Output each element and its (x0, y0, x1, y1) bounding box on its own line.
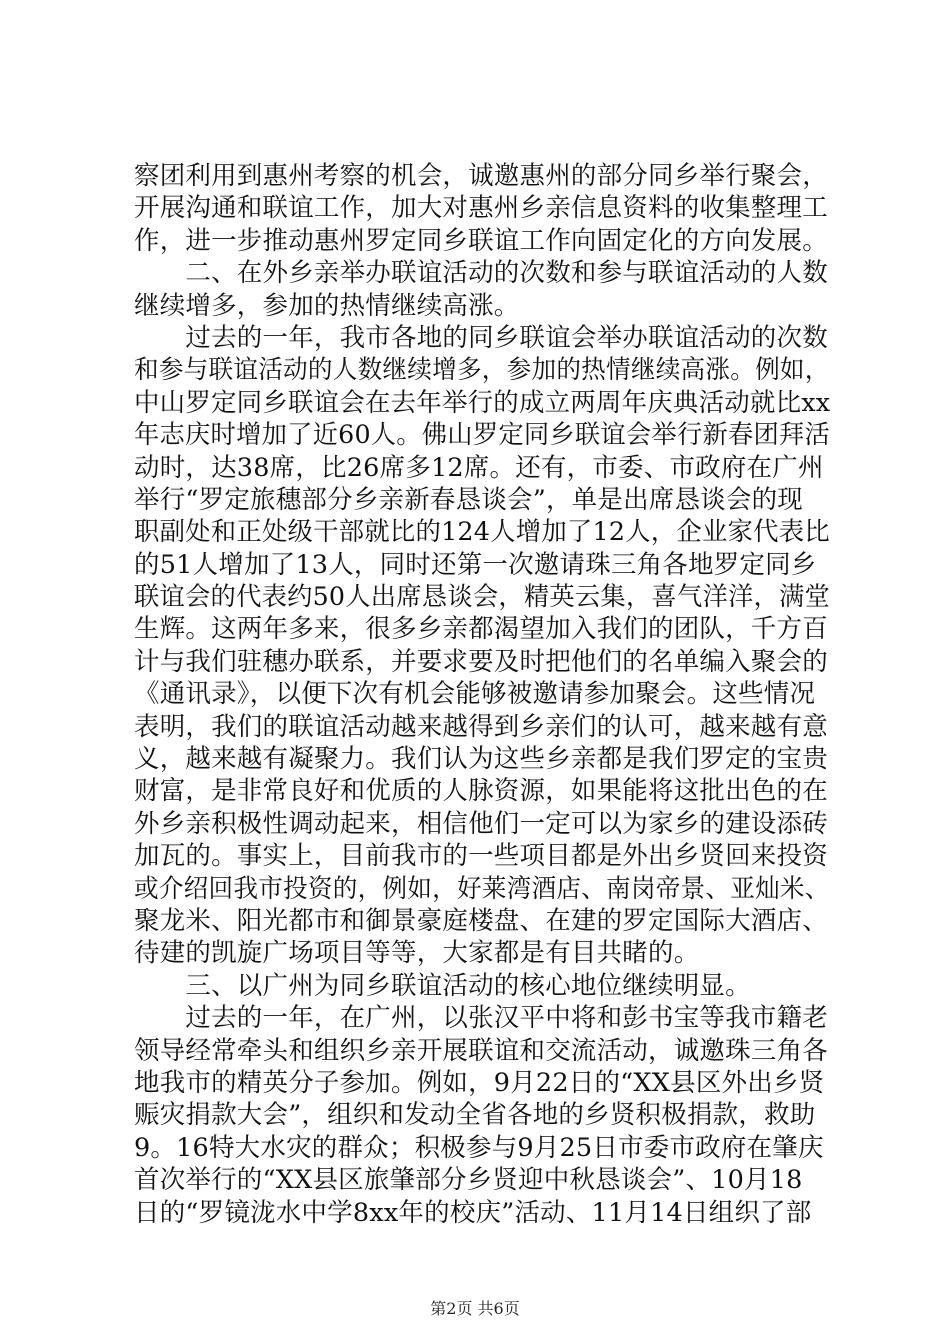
text-line: 《通讯录》，以便下次有机会能够被邀请参加聚会。这些情况 (134, 679, 816, 710)
text-line: 财富，是非常良好和优质的人脉资源，如果能将这批出色的在 (134, 776, 828, 807)
text-line: 三、以广州为同乡联谊活动的核心地位继续明显。 (134, 970, 751, 1001)
text-line: 义，越来越有凝聚力。我们认为这些乡亲都是我们罗定的宝贵 (134, 744, 828, 775)
text-line: 生辉。这两年多来，很多乡亲都渴望加入我们的团队，千方百 (134, 614, 828, 645)
text-line: 年志庆时增加了近60人。佛山罗定同乡联谊会举行新春团拜活 (134, 420, 831, 451)
text-line: 或介绍回我市投资的，例如，好莱湾酒店、南岗帝景、亚灿米、 (134, 873, 830, 904)
text-line: 表明，我们的联谊活动越来越得到乡亲们的认可，越来越有意 (134, 711, 828, 742)
text-line: 首次举行的“XX县区旅肇部分乡贤迎中秋恳谈会”、10月18 (134, 1165, 803, 1196)
text-line: 9。16特大水灾的群众；积极参与9月25日市委市政府在肇庆 (134, 1132, 824, 1163)
text-line: 外乡亲积极性调动起来，相信他们一定可以为家乡的建设添砖 (134, 808, 828, 839)
text-line: 继续增多，参加的热情继续高涨。 (134, 290, 520, 321)
text-line: 举行“罗定旅穗部分乡亲新春恳谈会”，单是出席恳谈会的现 (134, 484, 803, 515)
body-text (134, 160, 830, 1229)
page-footer: 第2页 共6页 (430, 1299, 520, 1318)
text-line: 的51人增加了13人，同时还第一次邀请珠三角各地罗定同乡 (134, 549, 817, 580)
text-line: 作，进一步推动惠州罗定同乡联谊工作向固定化的方向发展。 (134, 225, 828, 256)
text-line: 聚龙米、阳光都市和御景豪庭楼盘、在建的罗定国际大酒店、 (134, 905, 828, 936)
text-line: 日的“罗镜泷水中学8xx年的校庆”活动、11月14日组织了部 (134, 1197, 812, 1228)
text-line: 过去的一年，在广州，以张汉平中将和彭书宝等我市籍老 (134, 1003, 828, 1034)
text-line: 察团利用到惠州考察的机会，诚邀惠州的部分同乡举行聚会， (134, 161, 828, 191)
text-line: 计与我们驻穗办联系，并要求要及时把他们的名单编入聚会的 (134, 646, 828, 677)
text-line: 二、在外乡亲举办联谊活动的次数和参与联谊活动的人数 (134, 258, 828, 289)
text-line: 赈灾捐款大会”，组织和发动全省各地的乡贤积极捐款，救助 (134, 1100, 816, 1131)
text-line: 开展沟通和联谊工作，加大对惠州乡亲信息资料的收集整理工 (134, 193, 828, 224)
text-line: 过去的一年，我市各地的同乡联谊会举办联谊活动的次数 (134, 322, 828, 353)
text-line: 和参与联谊活动的人数继续增多，参加的热情继续高涨。例如， (134, 355, 830, 386)
text-line: 领导经常牵头和组织乡亲开展联谊和交流活动，诚邀珠三角各 (134, 1035, 828, 1066)
text-line: 加瓦的。事实上，目前我市的一些项目都是外出乡贤回来投资 (134, 841, 828, 872)
text-line: 联谊会的代表约50人出席恳谈会，精英云集，喜气洋洋，满堂 (134, 582, 831, 613)
text-line: 地我市的精英分子参加。例如，9月22日的“XX县区外出乡贤 (134, 1067, 825, 1098)
text-line: 动时，达38席，比26席多12席。还有，市委、市政府在广州 (134, 452, 824, 483)
text-line: 中山罗定同乡联谊会在去年举行的成立两周年庆典活动就比xx (134, 387, 831, 418)
text-line: 待建的凯旋广场项目等等，大家都是有目共睹的。 (134, 938, 700, 969)
text-line: 职副处和正处级干部就比的124人增加了12人，企业家代表比 (134, 517, 830, 548)
